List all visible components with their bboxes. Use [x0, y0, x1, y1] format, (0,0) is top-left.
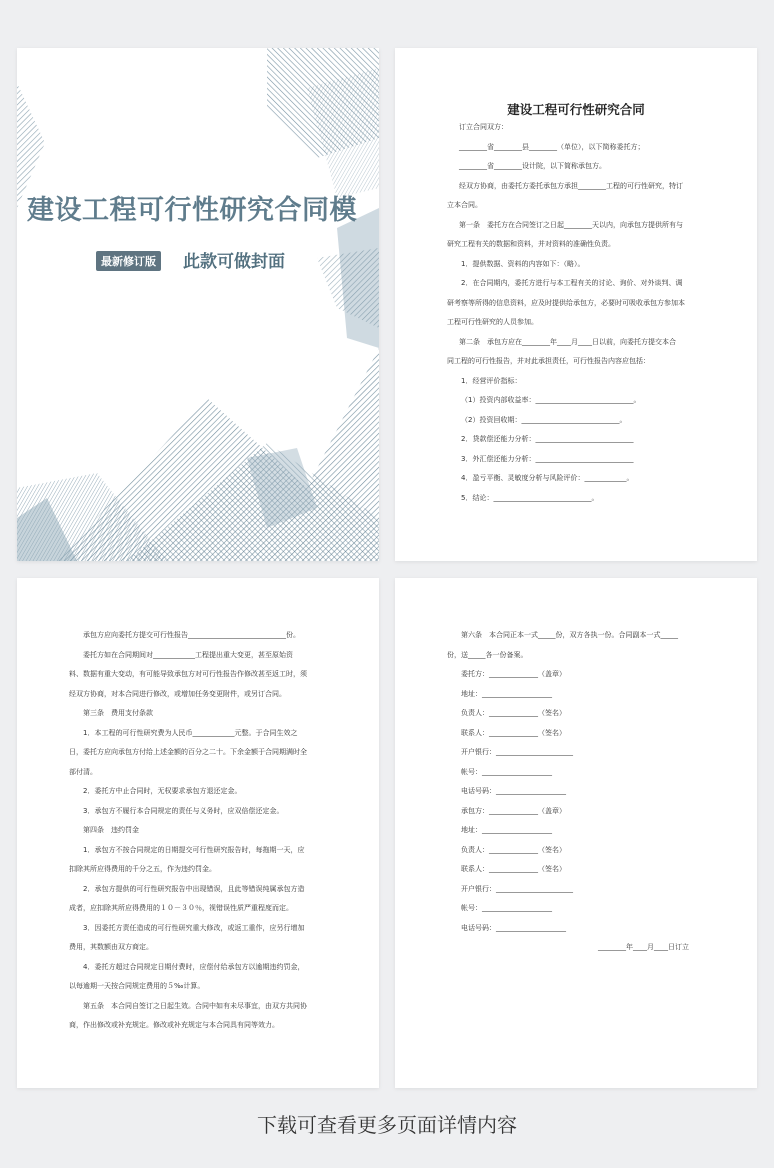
text-line: 2．在合同期内，委托方进行与本工程有关的讨论、询价、对外谈判、调 — [461, 279, 683, 287]
cover-subtitle: 此款可做封面 — [183, 252, 285, 272]
text-line: 第一条 委托方在合同签订之日起________天以内，向承包方提供所有与 — [459, 221, 683, 229]
text-line: （2）投资回收期：____________________________。 — [461, 416, 627, 424]
text-line: 1．经营评价指标： — [461, 377, 522, 385]
text-line: 份，送_____各一份备案。 — [447, 651, 528, 659]
signature-field: 电话号码：____________________ — [461, 787, 566, 795]
text-line: 日，委托方应向承包方付给上述金额的百分之二十。下余金额于合同期满时全 — [69, 748, 307, 756]
signature-field: 负责人：______________（签名） — [461, 846, 566, 854]
signature-field: 委托方：______________（盖章） — [461, 670, 566, 678]
text-line: 4．盈亏平衡、灵敏度分析与风险评价：____________。 — [461, 474, 634, 482]
text-line: 4．委托方超过合同规定日期付费时，应偿付给承包方以逾期违约罚金， — [83, 963, 305, 971]
text-line: 委托方如在合同期间对____________工程提出重大变更，甚至原始资 — [83, 651, 293, 659]
footer-caption: 下载可查看更多页面详情内容 — [257, 1113, 517, 1137]
text-line: 第二条 承包方应在________年____月____日以前，向委托方提交本合 — [459, 338, 676, 346]
cover-page — [17, 48, 379, 561]
text-line: 2．承包方提供的可行性研究报告中出现错误，且此等错误纯属承包方造 — [83, 885, 305, 893]
signature-field: 联系人：______________（签名） — [461, 729, 566, 737]
text-line: 3．因委托方责任造成的可行性研究重大修改，或返工重作，应另行增加 — [83, 924, 305, 932]
text-line: 费用，其数额由双方商定。 — [69, 943, 153, 951]
signature-field: 电话号码：____________________ — [461, 924, 566, 932]
text-line: 1．提供数据、资料的内容如下：（略）。 — [461, 260, 585, 268]
text-line: 第五条 本合同自签订之日起生效。合同中如有未尽事宜，由双方共同协 — [83, 1002, 307, 1010]
signature-field: 负责人：______________（签名） — [461, 709, 566, 717]
contract-page-1 — [395, 48, 757, 561]
signature-field: 帐号：____________________ — [461, 904, 552, 912]
text-line: 第六条 本合同正本一式_____份，双方各执一份。合同副本一式_____ — [461, 631, 678, 639]
signature-field: 帐号：____________________ — [461, 768, 552, 776]
text-line: 研考察等所得的信息资料，应及时提供给承包方，必要时可吸收承包方参加本 — [447, 299, 685, 307]
text-line: 2．委托方中止合同时，无权要求承包方退还定金。 — [83, 787, 242, 795]
text-line: ________省________县________（单位），以下简称委托方； — [459, 143, 645, 151]
contract-page-3 — [395, 578, 757, 1088]
text-line: 部付清。 — [69, 768, 97, 776]
signature-field: 承包方：______________（盖章） — [461, 807, 566, 815]
text-line: 研究工程有关的数据和资料，并对资料的准确性负责。 — [447, 240, 615, 248]
contract-title: 建设工程可行性研究合同 — [507, 102, 645, 117]
signature-field: 地址：____________________ — [461, 690, 552, 698]
text-line: ________省________设计院，以下简称承包方。 — [459, 162, 606, 170]
signature-field: 联系人：______________（签名） — [461, 865, 566, 873]
edition-badge: 最新修订版 — [96, 251, 161, 271]
text-line: 5．结论：____________________________。 — [461, 494, 599, 502]
text-line: 以每逾期一天按合同规定费用的５‰计算。 — [69, 982, 205, 990]
text-line: 料、数据有重大变动，有可能导致承包方对可行性报告作修改甚至返工时，须 — [69, 670, 307, 678]
text-line: （1）投资内部收益率：____________________________。 — [461, 396, 641, 404]
text-line: 立本合同。 — [447, 201, 482, 209]
text-line: 3．承包方不履行本合同规定的责任与义务时，应双倍偿还定金。 — [83, 807, 284, 815]
text-line: 订立合同双方： — [459, 123, 508, 131]
text-line: 第四条 违约罚金 — [83, 826, 139, 834]
text-line: 扣除其所应得费用的千分之五，作为违约罚金。 — [69, 865, 216, 873]
text-line: 1．本工程的可行性研究费为人民币____________元整。于合同生效之 — [83, 729, 298, 737]
text-line: 2．贷款偿还能力分析：____________________________ — [461, 435, 634, 443]
signing-date: ________年____月____日订立 — [598, 943, 689, 951]
contract-page-2 — [17, 578, 379, 1088]
text-line: 工程可行性研究的人员参加。 — [447, 318, 538, 326]
signature-field: 开户银行：______________________ — [461, 748, 573, 756]
text-line: 1．承包方不按合同规定的日期提交可行性研究报告时，每拖期一天，应 — [83, 846, 305, 854]
signature-field: 地址：____________________ — [461, 826, 552, 834]
text-line: 同工程的可行性报告，并对此承担责任，可行性报告内容应包括： — [447, 357, 650, 365]
text-line: 承包方应向委托方提交可行性报告____________________________份。 — [83, 631, 300, 639]
text-line: 第三条 费用支付条款 — [83, 709, 153, 717]
text-line: 商，作出修改或补充规定。修改或补充规定与本合同具有同等效力。 — [69, 1021, 279, 1029]
cover-geometric-art — [17, 48, 379, 561]
text-line: 经双方协商，由委托方委托承包方承担________工程的可行性研究，特订 — [459, 182, 683, 190]
cover-title: 建设工程可行性研究合同模 — [27, 195, 357, 226]
text-line: 成者，应扣除其所应得费用的１０－３０％，视错误性质严重程度而定。 — [69, 904, 293, 912]
text-line: 3．外汇偿还能力分析：____________________________ — [461, 455, 634, 463]
signature-field: 开户银行：______________________ — [461, 885, 573, 893]
text-line: 经双方协商，对本合同进行修改，或增加任务变更附件，或另订合同。 — [69, 690, 286, 698]
